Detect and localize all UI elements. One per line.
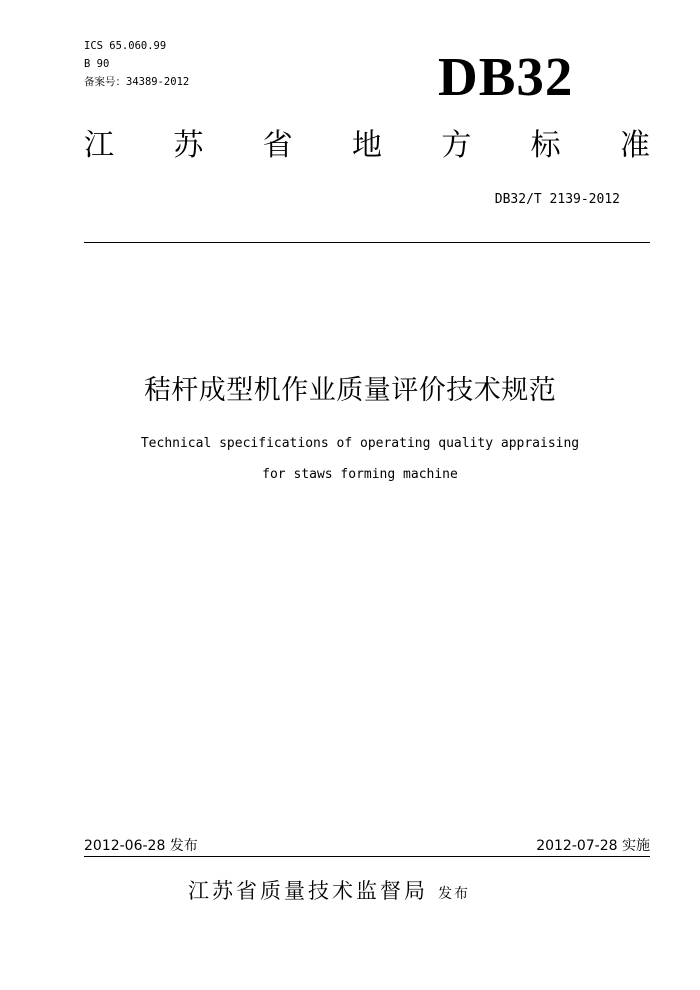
top-divider <box>84 242 650 243</box>
ccs-code: B 90 <box>84 58 110 70</box>
standard-type-char: 江 <box>84 128 114 163</box>
standard-number: DB32/T 2139-2012 <box>494 192 620 207</box>
implementation-date: 2012-07-28 实施 <box>536 838 650 854</box>
standard-logo: DB32 <box>438 46 574 107</box>
standard-type-char: 地 <box>351 128 382 163</box>
ics-code: ICS 65.060.99 <box>84 40 167 52</box>
standard-type-char: 苏 <box>173 128 204 163</box>
standard-type-char: 标 <box>530 128 561 163</box>
issue-date: 2012-06-28 发布 <box>84 838 198 854</box>
standard-type <box>84 126 650 166</box>
classification-block <box>84 37 189 91</box>
bottom-divider <box>84 856 650 857</box>
standard-type-char: 准 <box>619 128 650 163</box>
issuer <box>188 876 470 909</box>
standard-type-char: 方 <box>441 128 472 163</box>
issuing-action: 发布 <box>438 886 470 902</box>
record-number: 备案号：34389-2012 <box>84 76 190 88</box>
issuing-organization: 江苏省质量技术监督局 <box>188 879 428 903</box>
title-english-line2: for staws forming machine <box>262 467 458 482</box>
title-chinese: 秸杆成型机作业质量评价技术规范 <box>143 375 557 406</box>
title-english-line1: Technical specifications of operating quality appraising <box>140 436 580 451</box>
standard-type-char: 省 <box>262 128 293 163</box>
